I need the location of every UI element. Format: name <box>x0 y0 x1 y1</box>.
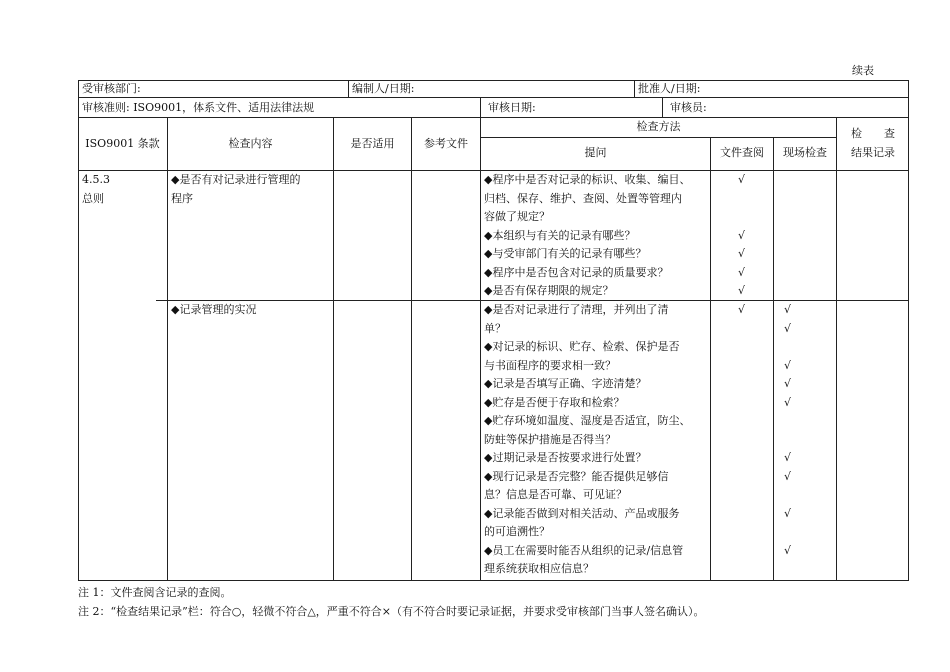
column-header-result-line1: 检 查 <box>851 127 895 140</box>
site-check-check-mark: √ <box>784 451 792 464</box>
question-line: ◆贮存是否便于存取和检索？ <box>484 395 625 409</box>
question-line: ◆过期记录是否按要求进行处置？ <box>484 451 647 464</box>
site-check-check-mark: √ <box>784 506 792 520</box>
column-header-applicable: 是否适用 <box>350 137 395 150</box>
doc-review-check-mark: √ <box>738 228 746 242</box>
auditor-label: 审核员: <box>670 101 707 114</box>
notes <box>78 584 705 621</box>
question-line: 的可追溯性？ <box>484 525 550 538</box>
column-header-result-line2: 结果记录 <box>851 146 895 159</box>
column-header-doc-review: 文件查阅 <box>720 146 764 159</box>
clause-name: 总则 <box>82 191 104 205</box>
question-line: ◆员工在需要时能否从组织的记录/信息管 <box>484 543 684 557</box>
question-line: 容做了规定？ <box>484 210 550 223</box>
column-header-method: 检查方法 <box>636 120 681 133</box>
content-line: ◆是否有对记录进行管理的 <box>171 173 301 186</box>
note-2: 注 2：“检查结果记录”栏：符合○，轻微不符合△，严重不符合×（有不符合时要记录证据，并要求受审核部门当事人签名确认）。 <box>78 604 705 618</box>
site-check-check-mark: √ <box>784 321 792 335</box>
site-check-check-mark: √ <box>784 303 792 316</box>
question-line: 防蛀等保护措施是否得当？ <box>484 432 616 446</box>
column-header-question: 提问 <box>584 146 607 159</box>
question-line: ◆是否对记录进行了清理，并列出了清 <box>484 303 669 316</box>
question-line: 息？信息是否可靠、可见证？ <box>484 488 627 501</box>
doc-review-check-mark: √ <box>738 284 746 297</box>
question-line: ◆记录是否填写正确、字迹清楚？ <box>484 377 647 390</box>
question-line: 归档、保存、维护、查阅、处置等管理内 <box>484 191 682 205</box>
question-line: ◆记录能否做到对相关活动、产品或服务 <box>484 506 680 520</box>
site-check-check-mark: √ <box>784 469 792 483</box>
continued-label: 续表 <box>852 64 874 77</box>
question-line: ◆程序中是否对记录的标识、收集、编目、 <box>484 173 691 186</box>
column-header-reference: 参考文件 <box>424 137 468 150</box>
question-line: 单？ <box>484 321 506 335</box>
content-line: ◆记录管理的实况 <box>171 303 257 316</box>
checklist-table <box>78 80 909 581</box>
content-line: 程序 <box>171 191 193 205</box>
audited-department-label: 受审核部门: <box>82 82 141 95</box>
column-header-content: 检查内容 <box>228 137 273 150</box>
approver-date-label: 批准人/日期: <box>638 82 701 95</box>
doc-review-check-mark: √ <box>738 265 746 279</box>
question-line: ◆程序中是否包含对记录的质量要求？ <box>484 265 669 279</box>
doc-review-check-mark: √ <box>738 303 746 316</box>
audit-criteria-label: 审核准则: ISO9001，体系文件、适用法律法规 <box>82 101 315 114</box>
question-line: ◆是否有保存期限的规定？ <box>484 284 614 297</box>
question-line: 理系统获取相应信息？ <box>484 562 594 575</box>
note-1: 注 1：文件查阅含记录的查阅。 <box>78 586 232 599</box>
column-header-site-check: 现场检查 <box>783 146 827 159</box>
doc-review-check-mark: √ <box>738 247 746 260</box>
clause-number: 4.5.3 <box>82 173 110 186</box>
question-line: ◆贮存环境如温度、湿度是否适宜，防尘、 <box>484 414 691 427</box>
site-check-check-mark: √ <box>784 358 792 372</box>
question-line: 与书面程序的要求相一致？ <box>484 358 616 372</box>
question-line: ◆本组织与有关的记录有哪些？ <box>484 228 636 242</box>
column-header-clause: ISO9001 条款 <box>85 137 160 150</box>
site-check-check-mark: √ <box>784 543 792 557</box>
question-line: ◆与受审部门有关的记录有哪些？ <box>484 247 647 260</box>
audit-date-label: 审核日期: <box>488 101 536 114</box>
site-check-check-mark: √ <box>784 395 792 409</box>
question-line: ◆现行记录是否完整？能否提供足够信 <box>484 469 669 483</box>
question-line: ◆对记录的标识、贮存、检索、保护是否 <box>484 340 680 353</box>
site-check-check-mark: √ <box>784 377 792 390</box>
preparer-date-label: 编制人/日期: <box>352 82 415 95</box>
doc-review-check-mark: √ <box>738 173 746 186</box>
